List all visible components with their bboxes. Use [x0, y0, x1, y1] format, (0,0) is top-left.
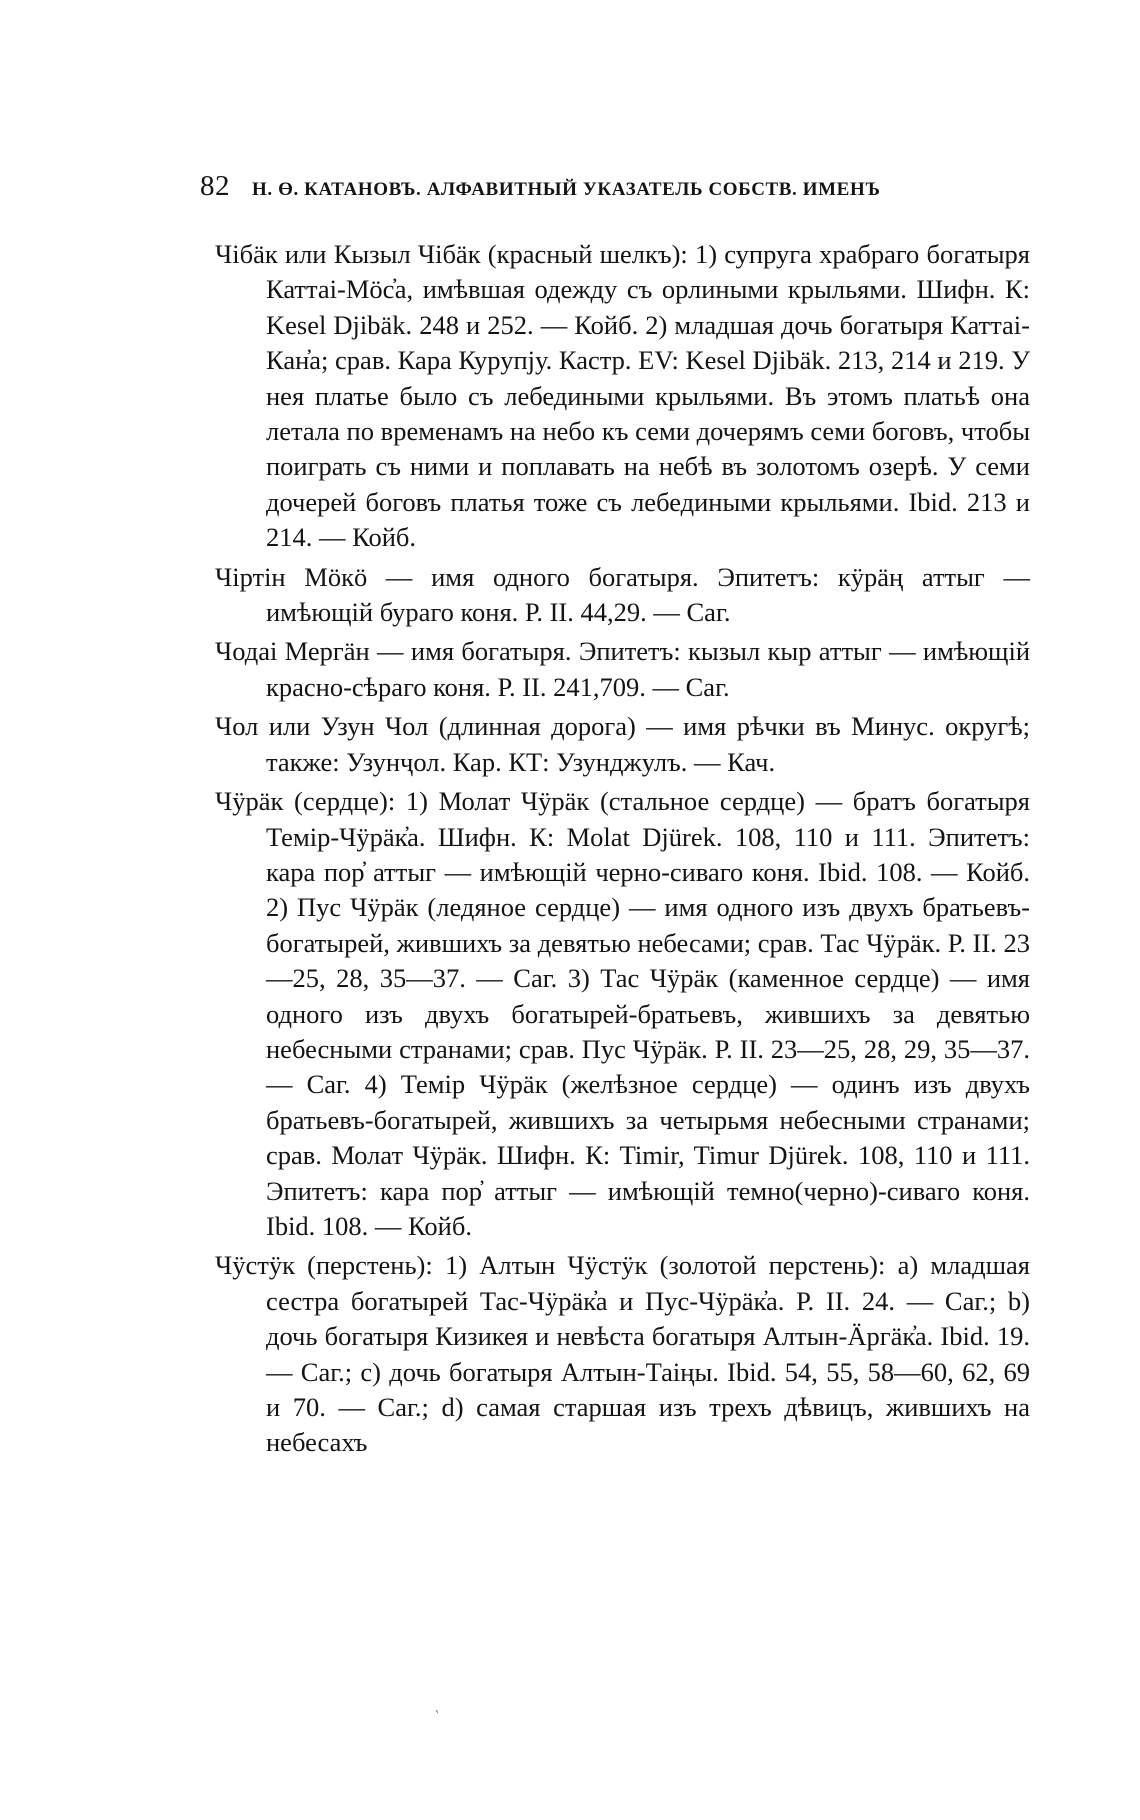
entry-chirtin-moko: Чіртін Мӧкӧ — имя одного богатыря. Эпитетъ: кӱрäң аттыг — имѣющій бураго коня. Р. II. 44,29. — Саг.	[215, 561, 1030, 628]
entry-chodai-mergan: Чодаі Мергäн — имя богатыря. Эпитетъ: кызыл кыр аттыг — имѣющій красно-сѣраго коня. Р. II. 241,709. — Саг.	[215, 636, 1030, 702]
entry-chustuk: Чӱстӱк (перстень): 1) Алтын Чӱстӱк (золотой перстень): a) младшая сестра богатырей Тас-Чӱрäк̓а и Пус-Чӱрäк̓а. Р. II. 24. — Саг.; b) дочь богатыря Кизикея и невѣста богатыря Алтын-Äргäк̓а. Ibid. 19. — Саг.; c) дочь богатыря Алтын-Таіңы. Ibid. 54, 55, 58—60, 62, 69 и 70. — Саг.; d) самая старшая изъ трехъ дѣвицъ, жившихъ на небесахъ	[215, 1250, 1030, 1458]
page-number: 82	[200, 170, 230, 202]
entry-chibak: Чібäк или Кызыл Чібäк (красный шелкъ): 1) супруга храбраго богатыря Каттаі-Мӧс̓а, имѣвшая одежду съ орлиными крыльями. Шифн. К: Kesel Djibäk. 248 и 252. — Койб. 2) младшая дочь богатыря Каттаі-Кан̓а; срав. Кара Курупју. Кастр. EV: Kesel Djibäk. 213, 214 и 219. У нея платье было съ лебедиными крыльями. Въ этомъ платьѣ она летала по временамъ на небо къ семи дочерямъ семи боговъ, чтобы поиграть съ ними и поплавать на небѣ въ золотомъ озерѣ. У семи дочерей боговъ платья тоже съ лебедиными крыльями. Ibid. 213 и 214. — Койб.	[215, 239, 1030, 553]
dictionary-text	[215, 237, 1030, 1465]
running-head	[200, 170, 960, 210]
print-speck: ˎ	[433, 1696, 446, 1715]
entry-chol: Чол или Узун Чол (длинная дорога) — имя рѣчки въ Минус. округѣ; также: Узунҷол. Кар. КТ: Узунджулъ. — Кач.	[215, 711, 1030, 777]
entry-churak: Чӱрäк (сердце): 1) Молат Чӱрäк (стальное сердце) — братъ богатыря Темір-Чӱрäк̓а. Шифн. К: Molat Djürek. 108, 110 и 111. Эпитетъ: кара пор̓ аттыг — имѣющій черно-сиваго коня. Ibid. 108. — Койб. 2) Пус Чӱрäк (ледяное сердце) — имя одного изъ двухъ братьевъ-богатырей, жившихъ за девятью небесами; срав. Тас Чӱрäк. Р. II. 23—25, 28, 35—37. — Саг. 3) Тас Чӱрäк (каменное сердце) — имя одного изъ двухъ богатырей-братьевъ, жившихъ за девятью небесными странами; срав. Пус Чӱрäк. Р. II. 23—25, 28, 29, 35—37. — Саг. 4) Темір Чӱрäк (желѣзное сердце) — одинъ изъ двухъ братьевъ-богатырей, жившихъ за четырьмя небесными странами; срав. Молат Чӱрäк. Шифн. К: Timir, Timur Djürek. 108, 110 и 111. Эпитетъ: кара пор̓ аттыг — имѣющій темно(черно)-сиваго коня. Ibid. 108. — Койб.	[215, 786, 1030, 1241]
running-title: Н. Ө. КАТАНОВЪ. АЛФАВИТНЫЙ УКАЗАТЕЛЬ СОБСТВ. ИМЕНЪ	[252, 179, 881, 200]
